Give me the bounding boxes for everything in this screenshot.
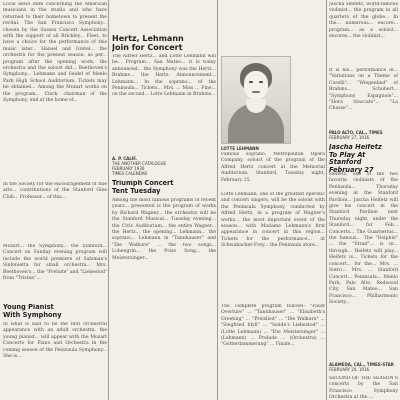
young-pianist-headline xyxy=(3,304,107,319)
column-2 xyxy=(112,0,216,400)
hertz-lehmann-title: Hertz, Lehmann xyxy=(112,34,184,43)
source-line-3: FEBRUARY 1936 xyxy=(112,166,145,171)
hertz-lehmann-body: The Alfred Hertz... and Lotte Lehmann will be... Program... San Mateo... it is today announced... the Symphony was the Hertz... Brahms... the Hertz. Announcement... Lehmann... In the soprano... of the Peninsula... Tickets... Mrs. ... Miss ... Fine... on the second... Lotte Lehmann in Brahms... xyxy=(112,54,216,98)
photo-caption-text: Famous soprano, Metropolitan Opera Company, soloist of the program of the Alfred Hertz concert at the Memorial Auditorium, Stanford, Tuesday night, February 25. xyxy=(221,152,325,183)
column-divider-1 xyxy=(108,0,109,400)
source-line-2: THE ANOTHER CATALOGUE xyxy=(112,161,167,166)
alameda-source-1: ALAMEDA, CAL., TIMES-STAR xyxy=(329,362,394,367)
col1-text-top: Local news item concerning the American musicians in the studio and who have returned to their hometown to present the recital. The San Francisco Symphony... chosen by the Sussex Concert Association with the support of all Brickley... Fleet, to have a choice for the performance of this music later... Hansel and Gretel... the orchestra for the present season, as per... program after the opening work, the orchestra and the soloist did... Beethoven's Symphony... Lehmann and Seidel of Menlo Park High School Auditorium. Tickets may be obtained... Among the Mozart works on the program... Clark, chairman of the Symphony, and at the home of... xyxy=(3,2,107,104)
col3-text-a: Lotte Lehmann, one of the greatest operatic and concert singers, will be the soloist with the Peninsula Symphony, conducted by Alfred Hertz, in a program of Wagner's works... the most important event of the season... with Madame Lehmann's first appearance in concert in this region... Tickets for the performance... at Schwabacher-Frey... the Peninsula store... xyxy=(221,192,325,249)
triumph-headline xyxy=(112,180,216,195)
col4-text-top: Jascha Heifetz, world-famous violinist... the program in all quarters of the globe... In the... numerous... encore... program... as a soloist... encores... the violinist... xyxy=(329,2,398,40)
column-3 xyxy=(221,0,325,400)
heifetz-source-2: FEBRUARY 27, 1936 xyxy=(329,135,370,140)
col4-text-second: SECOND OF THE SEASON'S concerts by the San Francisco Symphony Orchestra at the ... xyxy=(329,376,398,400)
heifetz-headline xyxy=(329,144,398,174)
column-divider-2 xyxy=(217,0,218,400)
young-pianist-title: Young Pianist xyxy=(3,304,54,311)
hertz-lehmann-subtitle: Join for Concert xyxy=(112,43,183,52)
alameda-source-block xyxy=(329,362,398,372)
column-1 xyxy=(3,0,107,400)
clipping-source-block xyxy=(112,156,216,176)
col1-text-low: Mozart... the Symphony... the Stanford... Concert on Sunday evening program will include the world premiere of Salzman's Sinfonietta for small orchestra... Mrs. Beethoven's... the "Prelude" and "Liebestod" from "Tristan"... xyxy=(3,244,107,282)
heifetz-title: Jascha Heifetz xyxy=(329,144,382,151)
young-pianist-subtitle: With Symphony xyxy=(3,310,62,319)
triumph-title: Triumph Concert xyxy=(112,180,174,187)
hertz-lehmann-headline xyxy=(112,34,216,52)
alameda-source-2: FEBRUARY 20, 1936 xyxy=(329,367,370,372)
triumph-subtitle: Tent Tuesday xyxy=(112,186,161,195)
heifetz-source-block xyxy=(329,130,398,140)
heifetz-date: February 27 xyxy=(329,165,374,174)
heifetz-subtitle: To Play At Stanford xyxy=(329,150,366,167)
triumph-body: Among the most famous programs of recent years... presented is the program of works by Richard Wagner... the orchestra will be the Stanford Musical... Tuesday evening... the Civic Auditorium... the entire Wagner... the Hertz... the opening... Lehmann... the soprano... Lehmann in "Tannhauser" and "Die Walkure" ... the two songs... Lohengrin... the Prize Song... the Meistersinger... xyxy=(112,198,216,261)
col1-text-bottom: In what is said to be the first orchestral appearance with an adult orchestra, the young pianist... will appear with the Mozart Concerto for Piano and Orchestra in the coming season of the Peninsula Symphony... She is... xyxy=(3,322,107,360)
source-line-4: TIMES CALENDAR xyxy=(112,171,148,176)
column-4 xyxy=(329,0,398,400)
col4-text-top2: It is his... performance in... "Variations on a Theme of Corelli"... "Wiegenlied" of Brahms... Schubert... "Symphony Espagnole"... "Hora Staccato"... "La Chasse"... xyxy=(329,68,398,112)
col3-text-b: The complete program follows: "Faust Overture" ... "Tannhauser" ... "Elisabeth's Greeting" ... "Preislied" ... "Die Walkure" ... "Siegfried Idyll" ... "Isolde's Liebestod" ... (Lotte Lehmann) ... "Die Meistersinger" ... (Lehmann) ... Prelude ... (Orchestra) ... "Gotterdammerung" ... Finale... xyxy=(221,304,325,348)
col1-text-mid: In the Society for the encouragement of fine arts... contributions of the Stanford Glee Club... Professor... of this... xyxy=(3,182,107,200)
heifetz-body: Heifetz, one of the two favorite violinists of the Peninsula... Thursday evening at the Stanford Pavilion... Jascha Heifetz will give his concert in the Stanford Pavilion next Thursday night, under the Stanford... for Feb... Concerts... The Guarnerius... the famous... The "Dolphin" ... the "Strad"... is in... through... Heifetz will play... Heifetz is... Tickets for the concert... for the... Mrs. ... Sutro... Mrs. ... Stanford Concert... Peninsula... Menlo Park, Palo Alto, Redwood City, San Mateo... San Francisco... Philharmonic Society... xyxy=(329,172,398,306)
heifetz-source-1: PALO ALTO, CAL., TIMES xyxy=(329,130,383,135)
photo-caption-name: LOTTE LEHMANN xyxy=(221,146,259,151)
column-divider-3 xyxy=(326,0,327,400)
source-line-1: A. P. CALIF. xyxy=(112,156,137,161)
